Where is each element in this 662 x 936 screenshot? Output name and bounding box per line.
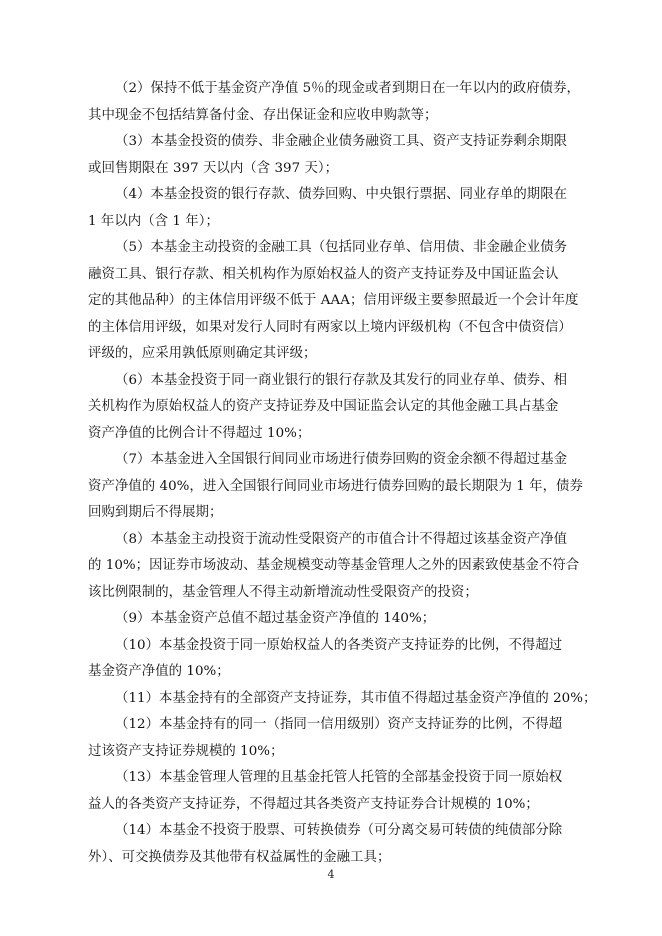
text-line: （5）本基金主动投资的金融工具（包括同业存单、信用债、非金融企业债务	[115, 240, 568, 255]
text-line: 过该资产支持证券规模的 10%；	[88, 743, 284, 759]
paragraph-item-14	[88, 818, 576, 871]
text-line: 的主体信用评级，如果对发行人同时有两家以上境内评级机构（不包含中债资信）	[88, 319, 572, 335]
text-line: 关机构作为原始权益人的资产支持证券及中国证监会认定的其他金融工具占基金	[88, 399, 559, 414]
text-line: 或回售期限在 397 天以内（含 397 天）；	[88, 160, 339, 176]
text-line: 评级的，应采用孰低原则确定其评级；	[88, 346, 317, 361]
paragraph-item-8	[88, 527, 580, 607]
text-line: （12）本基金持有的同一（指同一信用级别）资产支持证券的比例，不得超	[115, 717, 563, 732]
paragraph-item-7	[88, 447, 583, 527]
text-line: 回购到期后不得展期；	[88, 505, 223, 520]
text-line: （14）本基金不投资于股票、可转换债券（可分离交易可转债的纯债部分除	[115, 823, 563, 838]
paragraph-item-4	[88, 182, 576, 235]
text-line: （8）本基金主动投资于流动性受限资产的市值合计不得超过该基金资产净值	[115, 531, 568, 547]
text-line: 资产净值的比例合计不得超过 10%；	[88, 425, 311, 441]
text-line: （7）本基金进入全国银行间同业市场进行债券回购的资金余额不得超过基金	[115, 452, 568, 467]
paragraph-item-2	[88, 76, 580, 129]
text-line: （4）本基金投资的银行存款、债券回购、中央银行票据、同业存单的期限在	[115, 187, 568, 202]
text-line: （2）保持不低于基金资产净值 5％的现金或者到期日在一年以内的政府债券，	[115, 81, 580, 96]
document-body	[88, 76, 597, 871]
paragraph-item-3	[88, 129, 576, 182]
text-line: 1 年以内（含 1 年）；	[88, 213, 219, 229]
text-line: 资产净值的 40%，进入全国银行间同业市场进行债券回购的最长期限为 1 年，债券	[88, 478, 583, 494]
text-line: 融资工具、银行存款、相关机构作为原始权益人的资产支持证券及中国证监会认	[88, 266, 559, 282]
paragraph-item-5	[88, 235, 579, 368]
text-line: 定的其他品种）的主体信用评级不低于 AAA；信用评级主要参照最近一个会计年度	[88, 293, 579, 308]
text-line: （9）本基金资产总值不超过基金资产净值的 140%；	[115, 611, 436, 626]
paragraph-item-10	[88, 633, 576, 686]
paragraph-item-9	[88, 606, 576, 633]
text-line: 益人的各类资产支持证券，不得超过其各类资产支持证券合计规模的 10%；	[88, 796, 539, 812]
text-line: 该比例限制的，基金管理人不得主动新增流动性受限资产的投资；	[88, 584, 478, 600]
text-line: 基金资产净值的 10%；	[88, 664, 230, 679]
paragraph-item-11	[88, 686, 597, 713]
text-line: 的 10%；因证券市场波动、基金规模变动等基金管理人之外的因素致使基金不符合	[88, 558, 580, 573]
text-line: （13）本基金管理人管理的且基金托管人托管的全部基金投资于同一原始权	[115, 770, 563, 785]
text-line: （11）本基金持有的全部资产支持证券，其市值不得超过基金资产净值的 20%；	[115, 690, 597, 706]
page-number: 4	[327, 868, 335, 881]
paragraph-item-13	[88, 765, 576, 818]
paragraph-item-6	[88, 368, 576, 448]
text-line: （3）本基金投资的债券、非金融企业债务融资工具、资产支持证券剩余期限	[115, 134, 568, 149]
text-line: （10）本基金投资于同一原始权益人的各类资产支持证券的比例，不得超过	[115, 637, 563, 653]
text-line: （6）本基金投资于同一商业银行的银行存款及其发行的同业存单、债券、相	[115, 372, 568, 388]
text-line: 其中现金不包括结算备付金、存出保证金和应收申购款等；	[88, 107, 438, 123]
paragraph-item-12	[88, 712, 576, 765]
text-line: 外）、可交换债券及其他带有权益属性的金融工具；	[88, 849, 391, 865]
